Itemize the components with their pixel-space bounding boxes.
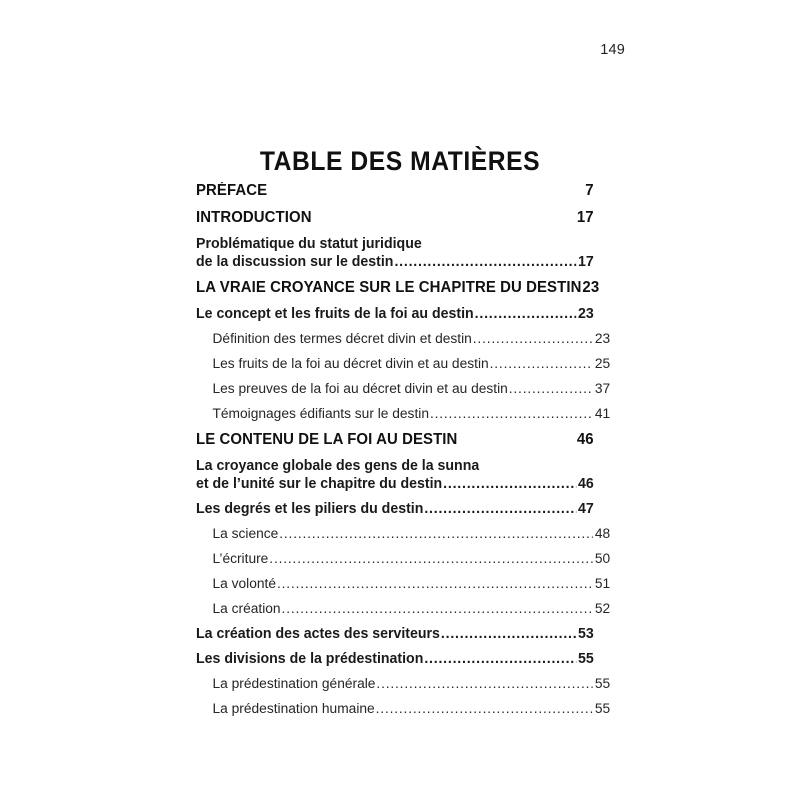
toc-entry-line xyxy=(196,209,594,227)
toc-entry[interactable] xyxy=(196,551,610,567)
toc-entry-line xyxy=(212,381,610,397)
toc-page-number: 52 xyxy=(594,601,611,617)
toc-page-number: 41 xyxy=(594,406,611,422)
toc-entry-label: de la discussion sur le destin xyxy=(196,254,394,270)
toc-entry[interactable] xyxy=(196,236,594,270)
toc-entry-line xyxy=(196,476,594,492)
toc-entry-label: Problématique du statut juridique xyxy=(196,236,422,252)
toc-entry-label: La volonté xyxy=(212,576,277,592)
toc-entry-label: PRÉFACE xyxy=(196,182,268,199)
toc-entry-label: INTRODUCTION xyxy=(196,209,312,226)
toc-page-number: 48 xyxy=(594,526,611,542)
toc-entry[interactable] xyxy=(196,501,594,517)
toc-dot-leader xyxy=(277,576,593,592)
toc-dot-leader xyxy=(376,701,593,717)
toc-entry[interactable] xyxy=(196,626,594,642)
toc-page-number: 47 xyxy=(577,501,594,517)
toc-page-number: 25 xyxy=(594,356,611,372)
toc-entry[interactable] xyxy=(196,601,610,617)
toc-dot-leader xyxy=(394,254,576,270)
toc-entry-line xyxy=(212,526,610,542)
toc-dot-leader xyxy=(424,501,576,517)
toc-entry[interactable] xyxy=(196,406,610,422)
toc-entry[interactable] xyxy=(196,576,610,592)
toc-entry-label: Les degrés et les piliers du destin xyxy=(196,501,424,517)
toc-entry[interactable] xyxy=(196,356,610,372)
toc-entry[interactable] xyxy=(196,331,610,347)
toc-entry-line xyxy=(212,331,610,347)
toc-dot-leader xyxy=(430,406,593,422)
toc-entry-label: La création xyxy=(212,601,281,617)
toc-entry-label: L’écriture xyxy=(212,551,269,567)
toc-page-number: 46 xyxy=(576,431,594,448)
toc-dot-leader xyxy=(282,601,593,617)
toc-dot-leader xyxy=(269,551,593,567)
toc-entry-label: La science xyxy=(212,526,279,542)
toc-entry-label: La prédestination humaine xyxy=(212,701,375,717)
toc-page-number: 17 xyxy=(576,209,594,226)
toc-dot-leader xyxy=(279,526,593,542)
toc-entry-line xyxy=(196,431,594,449)
toc-entry-line xyxy=(196,458,594,474)
toc-entry[interactable] xyxy=(196,182,594,200)
toc-page-number: 50 xyxy=(594,551,611,567)
toc-dot-leader xyxy=(490,356,593,372)
toc-page-number: 23 xyxy=(582,279,600,296)
toc-entry-label: et de l’unité sur le chapitre du destin xyxy=(196,476,443,492)
toc-dot-leader xyxy=(443,476,576,492)
toc-entry-line xyxy=(212,551,610,567)
toc-page-number: 23 xyxy=(577,306,594,322)
toc-dot-leader xyxy=(424,651,576,667)
toc-dot-leader xyxy=(473,331,593,347)
toc-entry[interactable] xyxy=(196,279,600,297)
toc-entry-line xyxy=(212,676,610,692)
toc-page-number: 51 xyxy=(594,576,611,592)
toc-entry-line xyxy=(212,576,610,592)
toc-entry-label: La prédestination générale xyxy=(212,676,376,692)
toc-page-number: 55 xyxy=(594,676,611,692)
toc-entry-label: Les fruits de la foi au décret divin et au destin xyxy=(212,356,489,372)
toc-entry-label: Définition des termes décret divin et destin xyxy=(212,331,472,347)
toc-page-number: 17 xyxy=(577,254,594,270)
toc-page-number: 53 xyxy=(577,626,594,642)
toc-entry[interactable] xyxy=(196,676,610,692)
toc-entry-line xyxy=(196,182,594,200)
toc-entry-label: La croyance globale des gens de la sunna xyxy=(196,458,480,474)
toc-page-number: 37 xyxy=(594,381,611,397)
toc-entry-line xyxy=(212,701,610,717)
toc-entry[interactable] xyxy=(196,381,610,397)
toc-entry-line xyxy=(212,356,610,372)
toc-entry-label: Le concept et les fruits de la foi au destin xyxy=(196,306,474,322)
toc-entry-line xyxy=(196,236,594,252)
toc-entry-label: LA VRAIE CROYANCE SUR LE CHAPITRE DU DESTIN xyxy=(196,279,582,296)
toc-entry-line xyxy=(212,406,610,422)
toc-page-number: 46 xyxy=(577,476,594,492)
toc-entry-line xyxy=(212,601,610,617)
toc-entry-line xyxy=(196,279,600,297)
toc-entry-label: Témoignages édifiants sur le destin xyxy=(212,406,429,422)
toc-entry[interactable] xyxy=(196,431,594,449)
toc-page-number: 55 xyxy=(577,651,594,667)
page-title: TABLE DES MATIÈRES xyxy=(259,145,541,176)
toc-entry-line xyxy=(196,626,594,642)
toc-entry[interactable] xyxy=(196,526,610,542)
toc-entry[interactable] xyxy=(196,458,594,492)
toc-entry[interactable] xyxy=(196,306,594,322)
toc-entry-label: La création des actes des serviteurs xyxy=(196,626,440,642)
toc-page-number: 55 xyxy=(594,701,611,717)
table-of-contents-list xyxy=(196,182,611,726)
toc-entry[interactable] xyxy=(196,209,594,227)
toc-entry[interactable] xyxy=(196,651,594,667)
toc-entry-label: LE CONTENU DE LA FOI AU DESTIN xyxy=(196,431,458,448)
toc-entry-label: Les divisions de la prédestination xyxy=(196,651,424,667)
toc-dot-leader xyxy=(475,306,576,322)
toc-entry-line xyxy=(196,306,594,322)
toc-entry[interactable] xyxy=(196,701,610,717)
page-folio-number: 149 xyxy=(600,42,625,58)
toc-page-number: 7 xyxy=(585,182,594,199)
toc-page-number: 23 xyxy=(594,331,611,347)
toc-dot-leader xyxy=(376,676,593,692)
toc-entry-line xyxy=(196,501,594,517)
toc-entry-line xyxy=(196,651,594,667)
toc-dot-leader xyxy=(509,381,593,397)
toc-entry-line xyxy=(196,254,594,270)
toc-entry-label: Les preuves de la foi au décret divin et au destin xyxy=(212,381,508,397)
toc-dot-leader xyxy=(441,626,576,642)
